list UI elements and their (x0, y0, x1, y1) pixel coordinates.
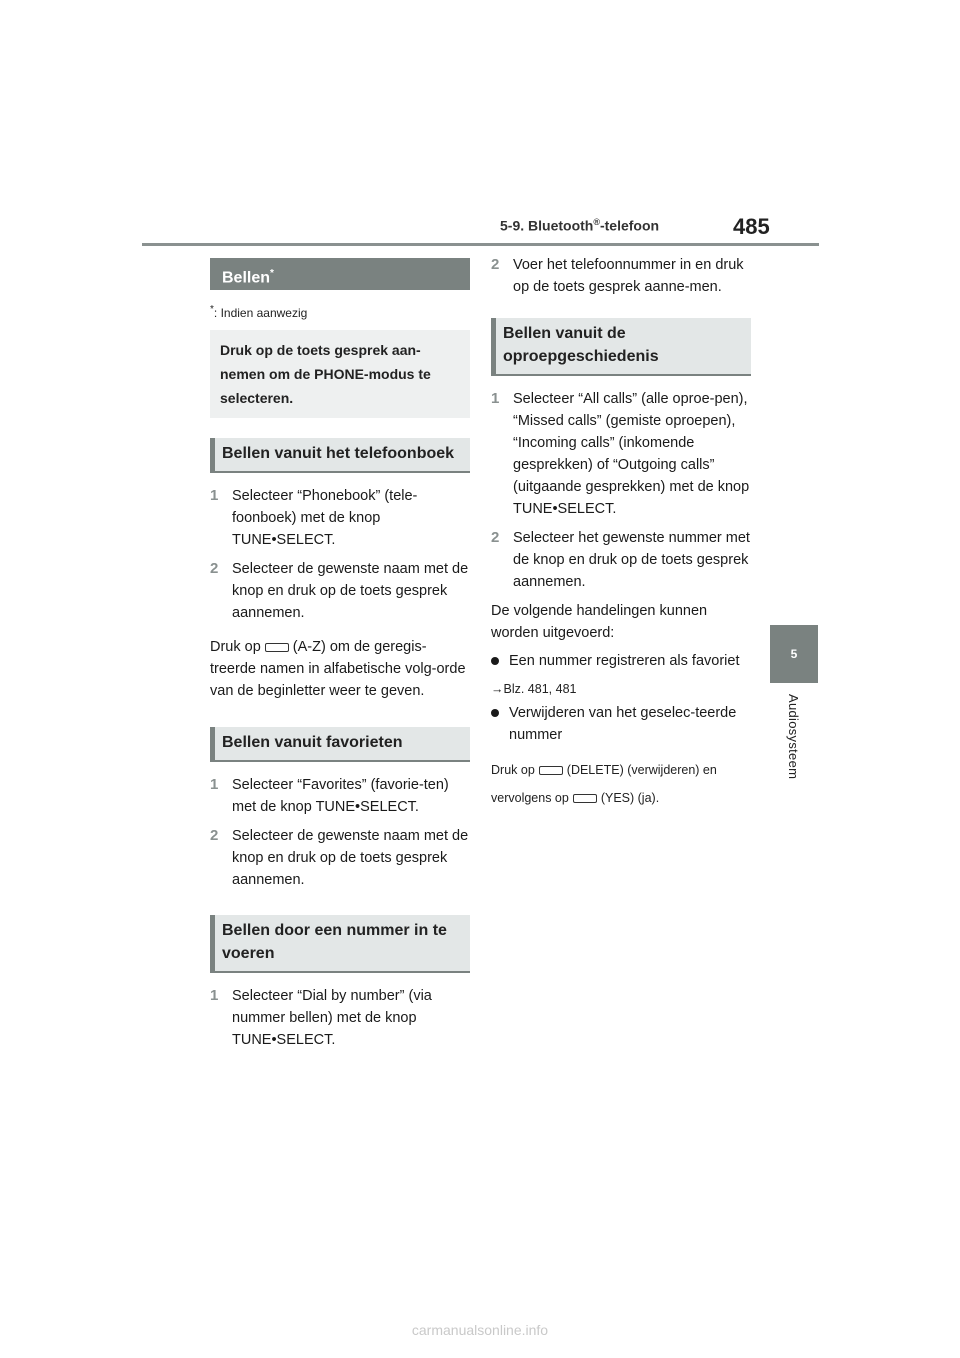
page-reference: →Blz. 481, 481 (491, 682, 577, 696)
az-sort-paragraph: Druk op (A-Z) om de geregis-treerde namen in alfabetische volg-orde van de beginletter weer te geven. (210, 639, 466, 699)
header-divider (142, 243, 819, 246)
step-item: 1 Selecteer “Dial by number” (via nummer bellen) met de knop TUNE•SELECT. (210, 987, 432, 1048)
page-number: 485 (733, 214, 770, 239)
bullet-item: Een nummer registreren als favoriet (491, 650, 751, 672)
chapter-tab: 5 (770, 625, 818, 683)
bullet-icon (491, 650, 509, 672)
left-column (210, 258, 470, 1058)
subheading-dial: Bellen door een nummer in te voeren (210, 915, 470, 973)
watermark: carmanualsonline.info (411, 1322, 549, 1338)
step-item: 2 Selecteer de gewenste naam met de knop en druk op de toets gesprek aannemen. (210, 827, 469, 888)
favorites-steps (210, 774, 470, 891)
section-banner: Bellen* (210, 258, 470, 290)
delete-instruction: Druk op (DELETE) (verwijderen) en vervolgens op (YES) (ja). (491, 763, 717, 805)
operations-paragraph: De volgende handelingen kunnen worden uitgevoerd: (491, 603, 708, 641)
right-column (491, 254, 751, 812)
chapter-label: Audiosysteem (786, 694, 801, 780)
dial-steps (210, 985, 470, 1051)
subheading-favorites: Bellen vanuit favorieten (210, 727, 470, 762)
phonebook-steps (210, 485, 470, 624)
history-steps (491, 388, 751, 593)
section-title: 5-9. Bluetooth®-telefoon (500, 217, 660, 234)
step-item: 2 Voer het telefoonnummer in en druk op de toets gesprek aanne-men. (491, 256, 744, 295)
subheading-phonebook: Bellen vanuit het telefoonboek (210, 438, 470, 473)
button-icon (573, 794, 597, 803)
bullet-item: Verwijderen van het geselec-teerde nummer (491, 702, 751, 746)
subheading-call-history: Bellen vanuit de oproepgeschiedenis (491, 318, 751, 376)
step-item: 1 Selecteer “Phonebook” (tele-foonboek) met de knop TUNE•SELECT. (210, 487, 418, 548)
step-item: 1 Selecteer “Favorites” (favorie-ten) met de knop TUNE•SELECT. (210, 776, 449, 815)
phone-mode-note: Druk op de toets gesprek aan-nemen om de PHONE-modus te selecteren. (210, 330, 470, 418)
availability-footnote: *: Indien aanwezig (210, 304, 308, 320)
button-icon (539, 766, 563, 775)
button-icon (265, 643, 289, 652)
step-item: 2 Selecteer de gewenste naam met de knop en druk op de toets gesprek aannemen. (210, 560, 469, 621)
bullet-icon (491, 702, 509, 746)
step-item: 2 Selecteer het gewenste nummer met de knop en druk op de toets gesprek aannemen. (491, 529, 750, 590)
step-item: 1 Selecteer “All calls” (alle oproe-pen), “Missed calls” (gemiste oproepen), “Incoming calls” (inkomende gesprekken) of “Outgoing calls” (uitgaande gesprekken) met de knop TUNE•SELECT. (491, 390, 750, 517)
dial-steps-continued (491, 254, 751, 298)
